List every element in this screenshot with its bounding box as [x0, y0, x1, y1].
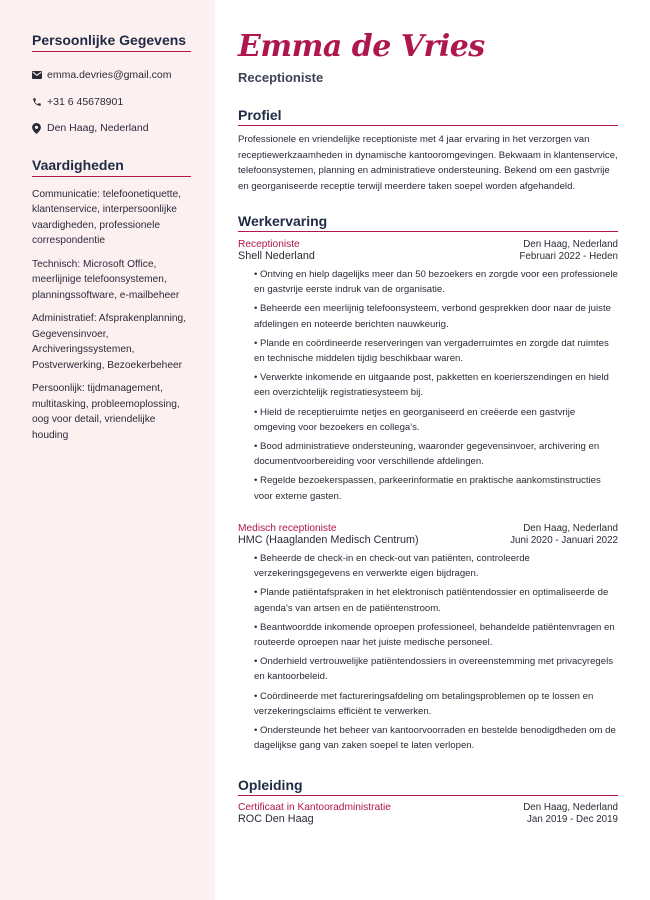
skill-personal: Persoonlijk: tijdmanagement, multitasking, probleemoplossing, oog voor detail, vriendelijke houding [32, 383, 180, 441]
job-bullet: • Ontving en hielp dagelijks meer dan 50 bezoekers en zorgde voor een professionele en gastvrije eerste indruk van de organisatie. [254, 269, 618, 296]
job-bullet: • Onderhield vertrouwelijke patiëntendossiers in overeenstemming met privacyregels en kantoorbeleid. [254, 656, 614, 683]
job-company: HMC (Haaglanden Medisch Centrum) [238, 533, 419, 546]
education-period: Jan 2019 - Dec 2019 [527, 814, 618, 826]
job-location: Den Haag, Nederland [523, 239, 618, 250]
job-bullet: • Beheerde een meerlijnig telefoonsysteem, verbond gesprekken door naar de juiste afdelingen en noteerde berichten nauwkeurig. [254, 303, 611, 330]
work-experience-heading: Werkervaring [238, 213, 618, 232]
sidebar [0, 0, 215, 900]
job-role: Medisch receptioniste [238, 522, 337, 534]
skill-technical: Technisch: Microsoft Office, meerlijnige telefoonsystemen, planningssoftware, e-mailbeheer [32, 258, 180, 301]
location-pin-icon [32, 123, 47, 134]
job-company: Shell Nederland [238, 250, 315, 262]
job-entry-hmc [238, 523, 618, 754]
personal-details-heading: Persoonlijke Gegevens [32, 32, 191, 52]
candidate-name: Emma de Vries [238, 29, 485, 64]
job-bullet: • Verwerkte inkomende en uitgaande post, pakketten en koerierszendingen en hield een overzichtelijk registratiesysteem bij. [254, 372, 609, 399]
email-text: emma.devries@gmail.com [47, 69, 172, 82]
job-bullets [238, 551, 618, 754]
mail-icon [32, 71, 47, 79]
profile-heading: Profiel [238, 107, 618, 126]
job-bullet: • Ondersteunde het beheer van kantoorvoorraden en bestelde benodigdheden om de dagelijkse gang van zaken soepel te laten verlopen. [254, 724, 616, 752]
education-degree: Certificaat in Kantooradministratie [238, 802, 391, 814]
education-school: ROC Den Haag [238, 813, 314, 826]
location-text: Den Haag, Nederland [47, 122, 149, 135]
education-entry [238, 802, 618, 825]
phone-text: +31 6 45678901 [47, 95, 124, 108]
profile-text: Professionele en vriendelijke receptioniste met 4 jaar ervaring in het verzorgen van receptiewerkzaamheden in dynamische kantooromgevingen. Bekwaam in klantenservice, telefoonsystemen, planning en administratieve ondersteuning. Bekend om een gastvrije en georganiseerde receptie terwijl meerdere taken soepel worden afgehandeld. [238, 134, 618, 192]
job-bullet: • Plande patiëntafspraken in het elektronisch patiëntendossier en optimaliseerde de agenda's van artsen en de patiëntenstroom. [254, 587, 609, 614]
main-content [238, 28, 618, 825]
job-entry-shell [238, 239, 618, 504]
job-location: Den Haag, Nederland [523, 522, 618, 534]
job-bullet: • Coördineerde met factureringsafdeling om betalingsproblemen op te lossen en verzekeringsclaims efficiënt te verwerken. [254, 690, 594, 717]
contact-email [32, 62, 191, 89]
skills-list [32, 187, 191, 444]
job-bullet: • Hield de receptieruimte netjes en georganiseerd en creëerde een gastvrije omgeving voor bezoekers en collega's. [254, 406, 576, 433]
skill-administrative: Administratief: Afsprakenplanning, Gegevensinvoer, Archiveringssystemen, Postverwerking, Bezoekerbeheer [32, 313, 187, 371]
job-bullet: • Beheerde de check-in en check-out van patiënten, controleerde verzekeringsgegevens en verwerkte eigen bijdragen. [254, 552, 530, 580]
job-role: Receptioniste [238, 239, 300, 250]
education-heading: Opleiding [238, 777, 618, 796]
candidate-title: Receptioniste [238, 70, 324, 85]
phone-icon [32, 97, 47, 107]
job-period: Februari 2022 - Heden [519, 251, 618, 262]
education-location: Den Haag, Nederland [523, 802, 618, 814]
job-bullets [238, 267, 618, 504]
job-bullet: • Bood administratieve ondersteuning, waaronder gegevensinvoer, archivering en documentvoorbereiding voor verschillende afdelingen. [254, 440, 600, 468]
job-period: Juni 2020 - Januari 2022 [510, 534, 618, 546]
contact-location [32, 115, 191, 142]
job-bullet: • Plande en coördineerde reserveringen van vergaderruimtes en zorgde dat ruimtes en technische middelen tijdig beschikbaar waren. [254, 337, 609, 365]
contact-phone [32, 89, 191, 116]
job-bullet: • Regelde bezoekerspassen, parkeerinformatie en praktische aankomstinstructies voor externe gasten. [254, 475, 601, 502]
job-bullet: • Beantwoordde inkomende oproepen professioneel, behandelde patiëntenvragen en routeerde oproepen naar het juiste medische personeel. [254, 621, 615, 649]
skills-heading: Vaardigheden [32, 157, 191, 177]
skill-communication: Communicatie: telefoonetiquette, klantenservice, interpersoonlijke vaardigheden, professionele correspondentie [32, 188, 181, 246]
